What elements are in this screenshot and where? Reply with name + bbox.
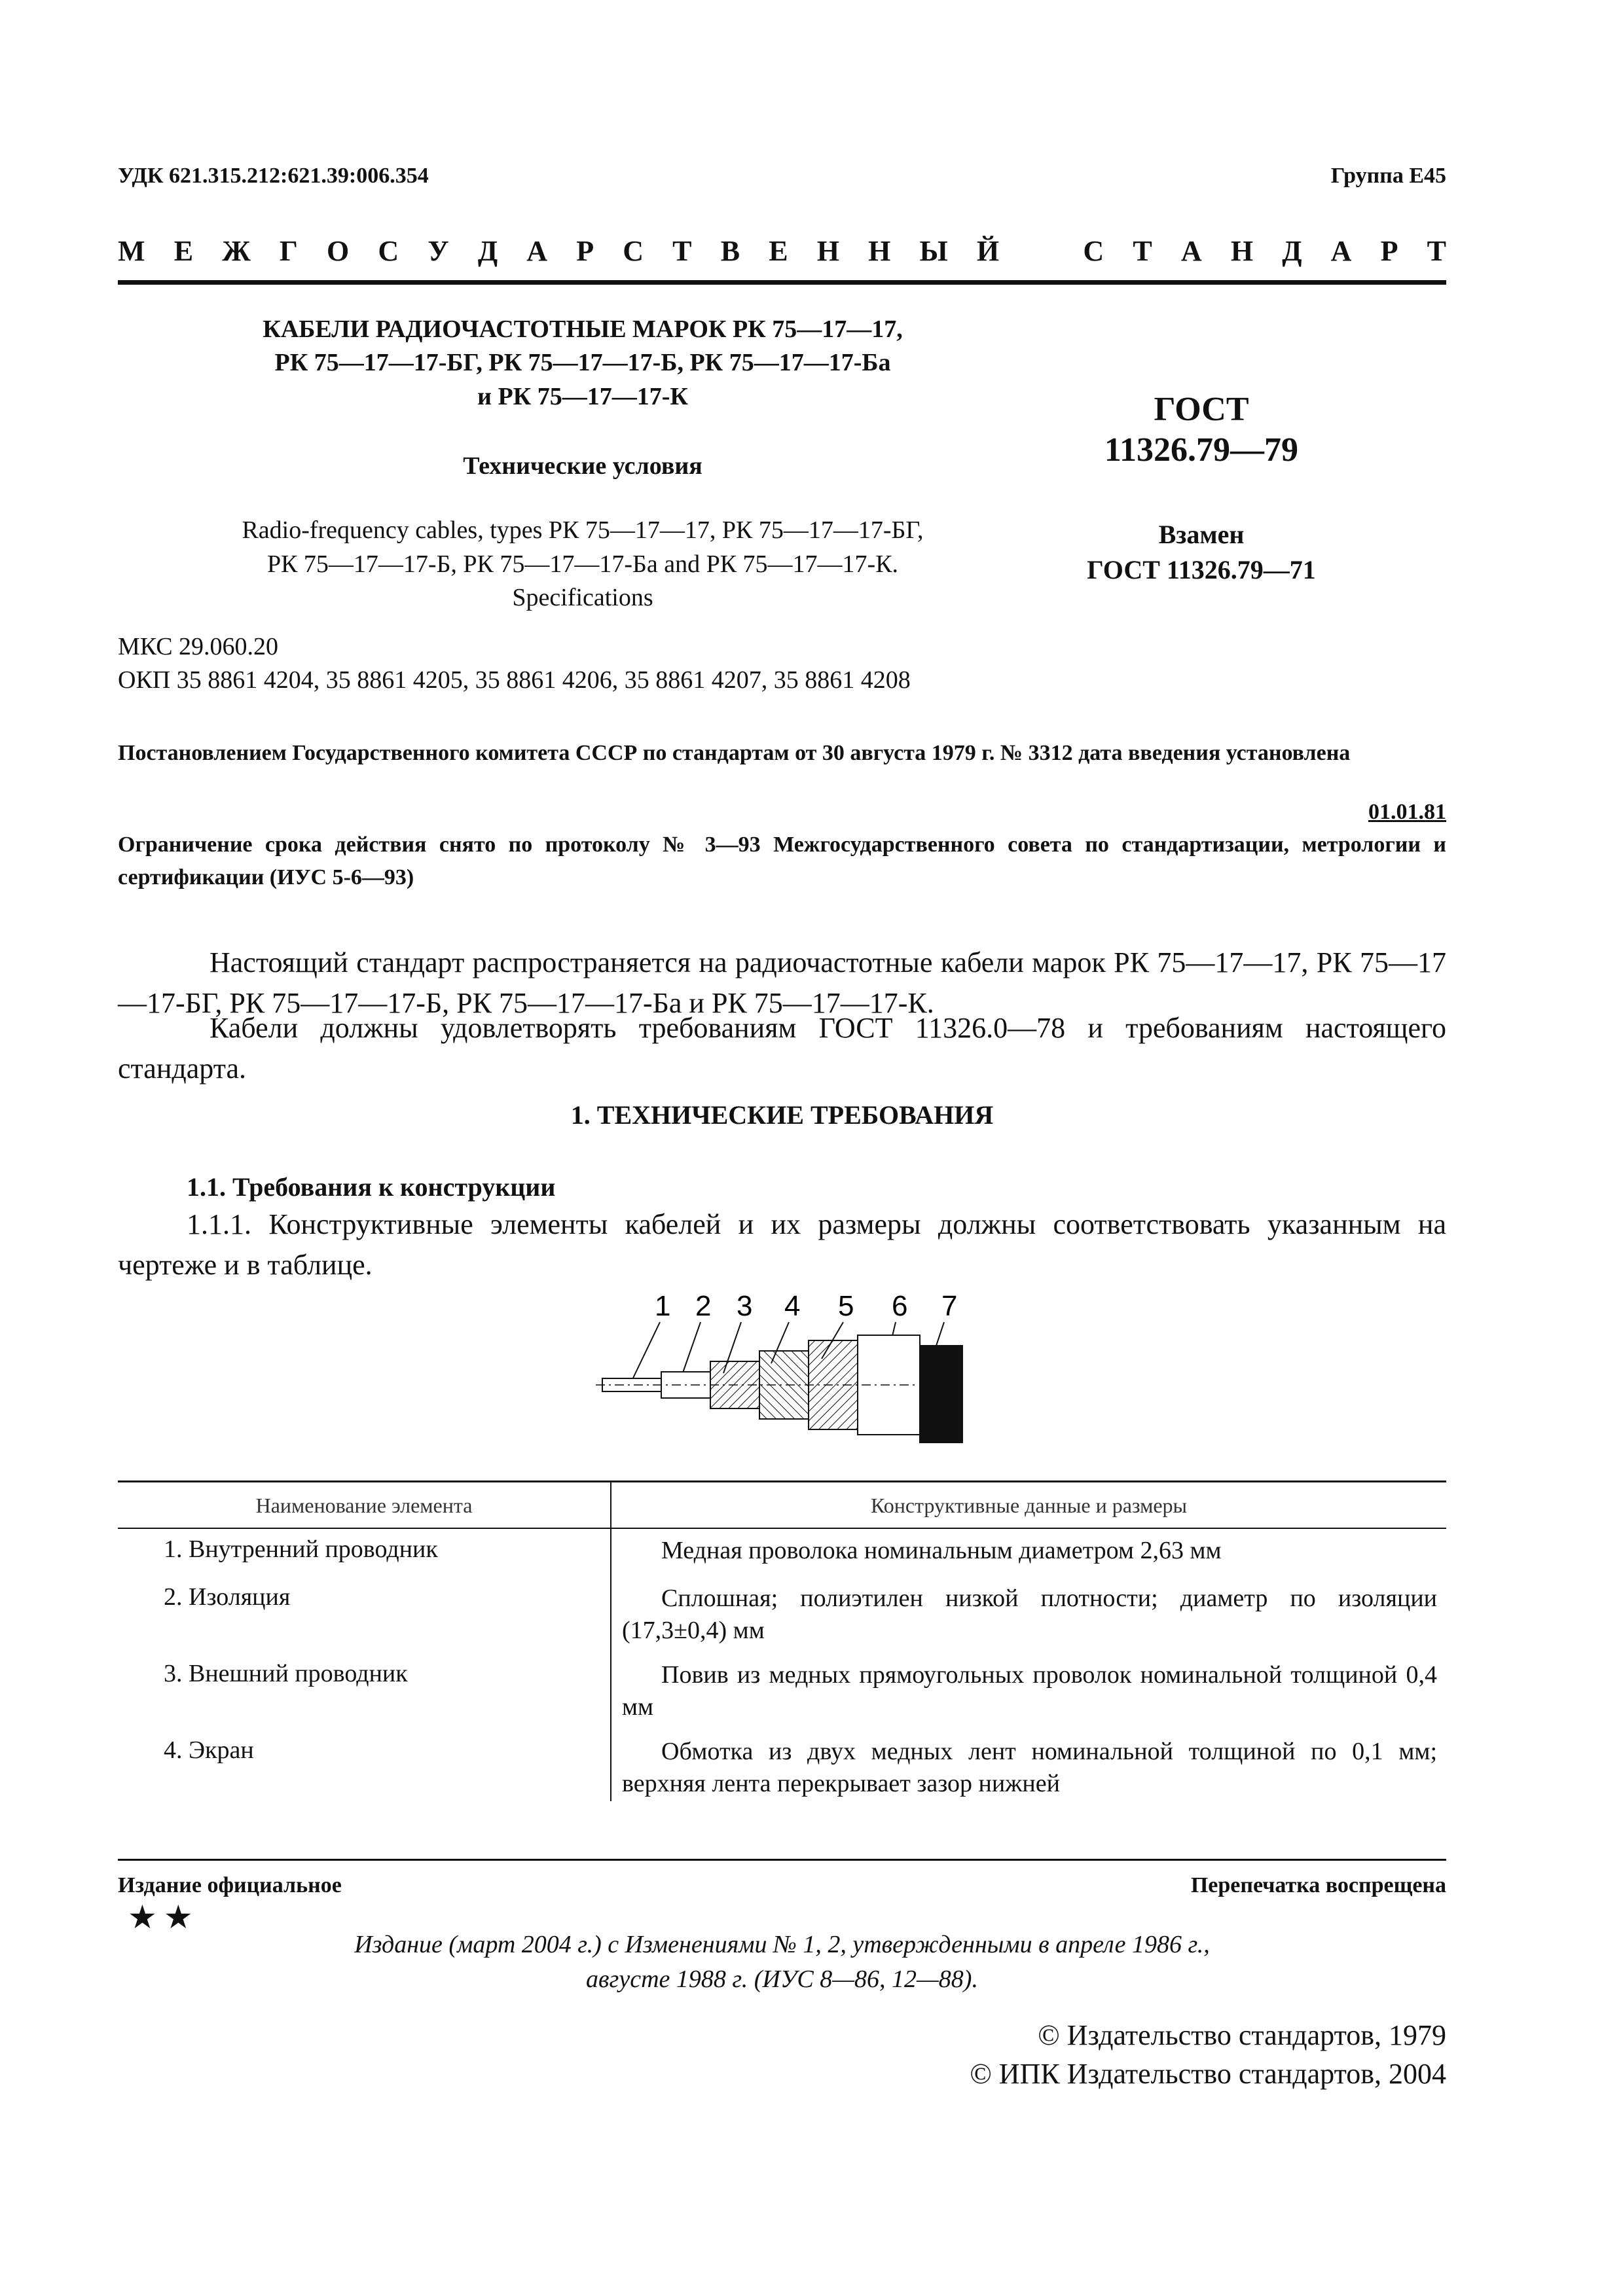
copyright-1979: © Издательство стандартов, 1979 [1038,2019,1446,2051]
edition-stars: ★★ [128,1899,200,1935]
edition-note-line-1: Издание (март 2004 г.) с Изменениями № 1, 2, утвержденными в апреле 1986 г., [354,1931,1210,1958]
copyright-block [970,2016,1446,2094]
edition-note [118,1928,1446,1997]
figure-label-5: 5 [838,1290,854,1322]
document-title [118,313,1048,414]
subsection-heading: 1.1. Требования к конструкции [187,1172,556,1202]
mks-code: МКС 29.060.20 [118,633,279,660]
official-edition-label: Издание официальное [118,1873,342,1897]
figure-label-3: 3 [737,1290,753,1322]
table-header-rule [118,1528,1446,1529]
footer-rule [118,1859,1446,1861]
figure-label-7: 7 [941,1290,958,1322]
figure-label-2: 2 [695,1290,712,1322]
table-header-data: Конструктивные данные и размеры [870,1494,1188,1517]
okp-code: ОКП 35 8861 4204, 35 8861 4205, 35 8861 4206, 35 8861 4207, 35 8861 4208 [118,666,911,694]
table-row-name: 4. Экран [164,1736,254,1764]
gost-number: 11326.79—79 [1104,431,1299,469]
figure-label-4: 4 [784,1290,801,1322]
table-row-data: Повив из медных прямоугольных проволок номинальной толщиной 0,4 мм [622,1661,1437,1721]
introduction-date: 01.01.81 [1368,800,1446,824]
table-row-data: Медная проволока номинальным диаметром 2,63 мм [661,1537,1222,1564]
english-title [118,514,1048,615]
edition-note-line-2: августе 1988 г. (ИУС 8—86, 12—88). [586,1965,978,1994]
protocol-note: Ограничение срока действия снято по протоколу № 3—93 Межгосударственного совета по стандартизации, метрологии и сертификации (ИУС 5-6—93) [118,833,1446,890]
replaces-number: ГОСТ 11326.79—71 [1087,555,1316,584]
figure-label-6: 6 [892,1290,908,1322]
cable-cross-section-figure [589,1288,995,1452]
table-row-name: 2. Изоляция [164,1583,291,1611]
classification-codes [118,630,911,698]
interstate-standard-banner: М Е Ж Г О С У Д А Р С Т В Е Н Н Ы Й С Т А Н Д А Р Т [118,235,1446,267]
construction-paragraph: 1.1.1. Конструктивные элементы кабелей и их размеры должны соответствовать указанным на чертеже и в таблице. [118,1208,1446,1282]
title-line-3: и РК 75—17—17-К [477,382,688,410]
document-subtitle: Технические условия [463,452,702,480]
inner-conductor-shape [602,1378,661,1391]
title-line-1: КАБЕЛИ РАДИОЧАСТОТНЫЕ МАРОК РК 75—17—17, [263,315,903,343]
figure-label-1: 1 [655,1290,671,1322]
gost-label: ГОСТ [1154,391,1249,428]
table-row-data: Сплошная; полиэтилен низкой плотности; диаметр по изоляции (17,3±0,4) мм [622,1585,1437,1645]
table-header-element: Наименование элемента [255,1494,473,1517]
english-title-line-1: Radio-frequency cables, types РК 75—17—17, РК 75—17—17-БГ, [242,516,924,544]
scope-paragraph: Настоящий стандарт распространяется на радиочастотные кабели марок РК 75—17—17, РК 75—17—17-БГ, РК 75—17—17-Б, РК 75—17—17-Ба и РК 75—17—17-К. [118,946,1446,1020]
reprint-prohibited-label: Перепечатка воспрещена [1190,1873,1446,1897]
copyright-2004: © ИПК Издательство стандартов, 2004 [970,2058,1446,2090]
banner-rule [118,280,1446,285]
udk-code: УДК 621.315.212:621.39:006.354 [118,164,429,188]
group-code: Группа Е45 [1330,164,1446,188]
table-row-name: 3. Внешний проводник [164,1660,408,1687]
decree-text: Постановлением Государственного комитета СССР по стандартам от 30 августа 1979 г. № 3312 дата введения установлена [118,741,1351,765]
section-heading: 1. ТЕХНИЧЕСКИЕ ТРЕБОВАНИЯ [570,1100,994,1130]
table-row-name: 1. Внутренний проводник [164,1535,438,1563]
english-title-line-2: РК 75—17—17-Б, РК 75—17—17-Ба and РК 75—17—17-К. [266,550,899,578]
outer-jacket-shape [920,1346,962,1443]
requirements-paragraph: Кабели должны удовлетворять требованиям ГОСТ 11326.0—78 и требованиям настоящего стандарта. [118,1012,1446,1085]
replaces-block [1048,517,1355,588]
title-line-2: РК 75—17—17-БГ, РК 75—17—17-Б, РК 75—17—17-Ба [274,349,891,377]
table-row-data: Обмотка из двух медных лент номинальной толщиной по 0,1 мм; верхняя лента перекрывает зазор нижней [622,1738,1437,1798]
replaces-label: Взамен [1158,520,1245,549]
table-column-divider [610,1480,611,1801]
gost-number-block [1048,389,1355,471]
english-title-line-3: Specifications [512,584,653,612]
table-top-rule [118,1480,1446,1482]
